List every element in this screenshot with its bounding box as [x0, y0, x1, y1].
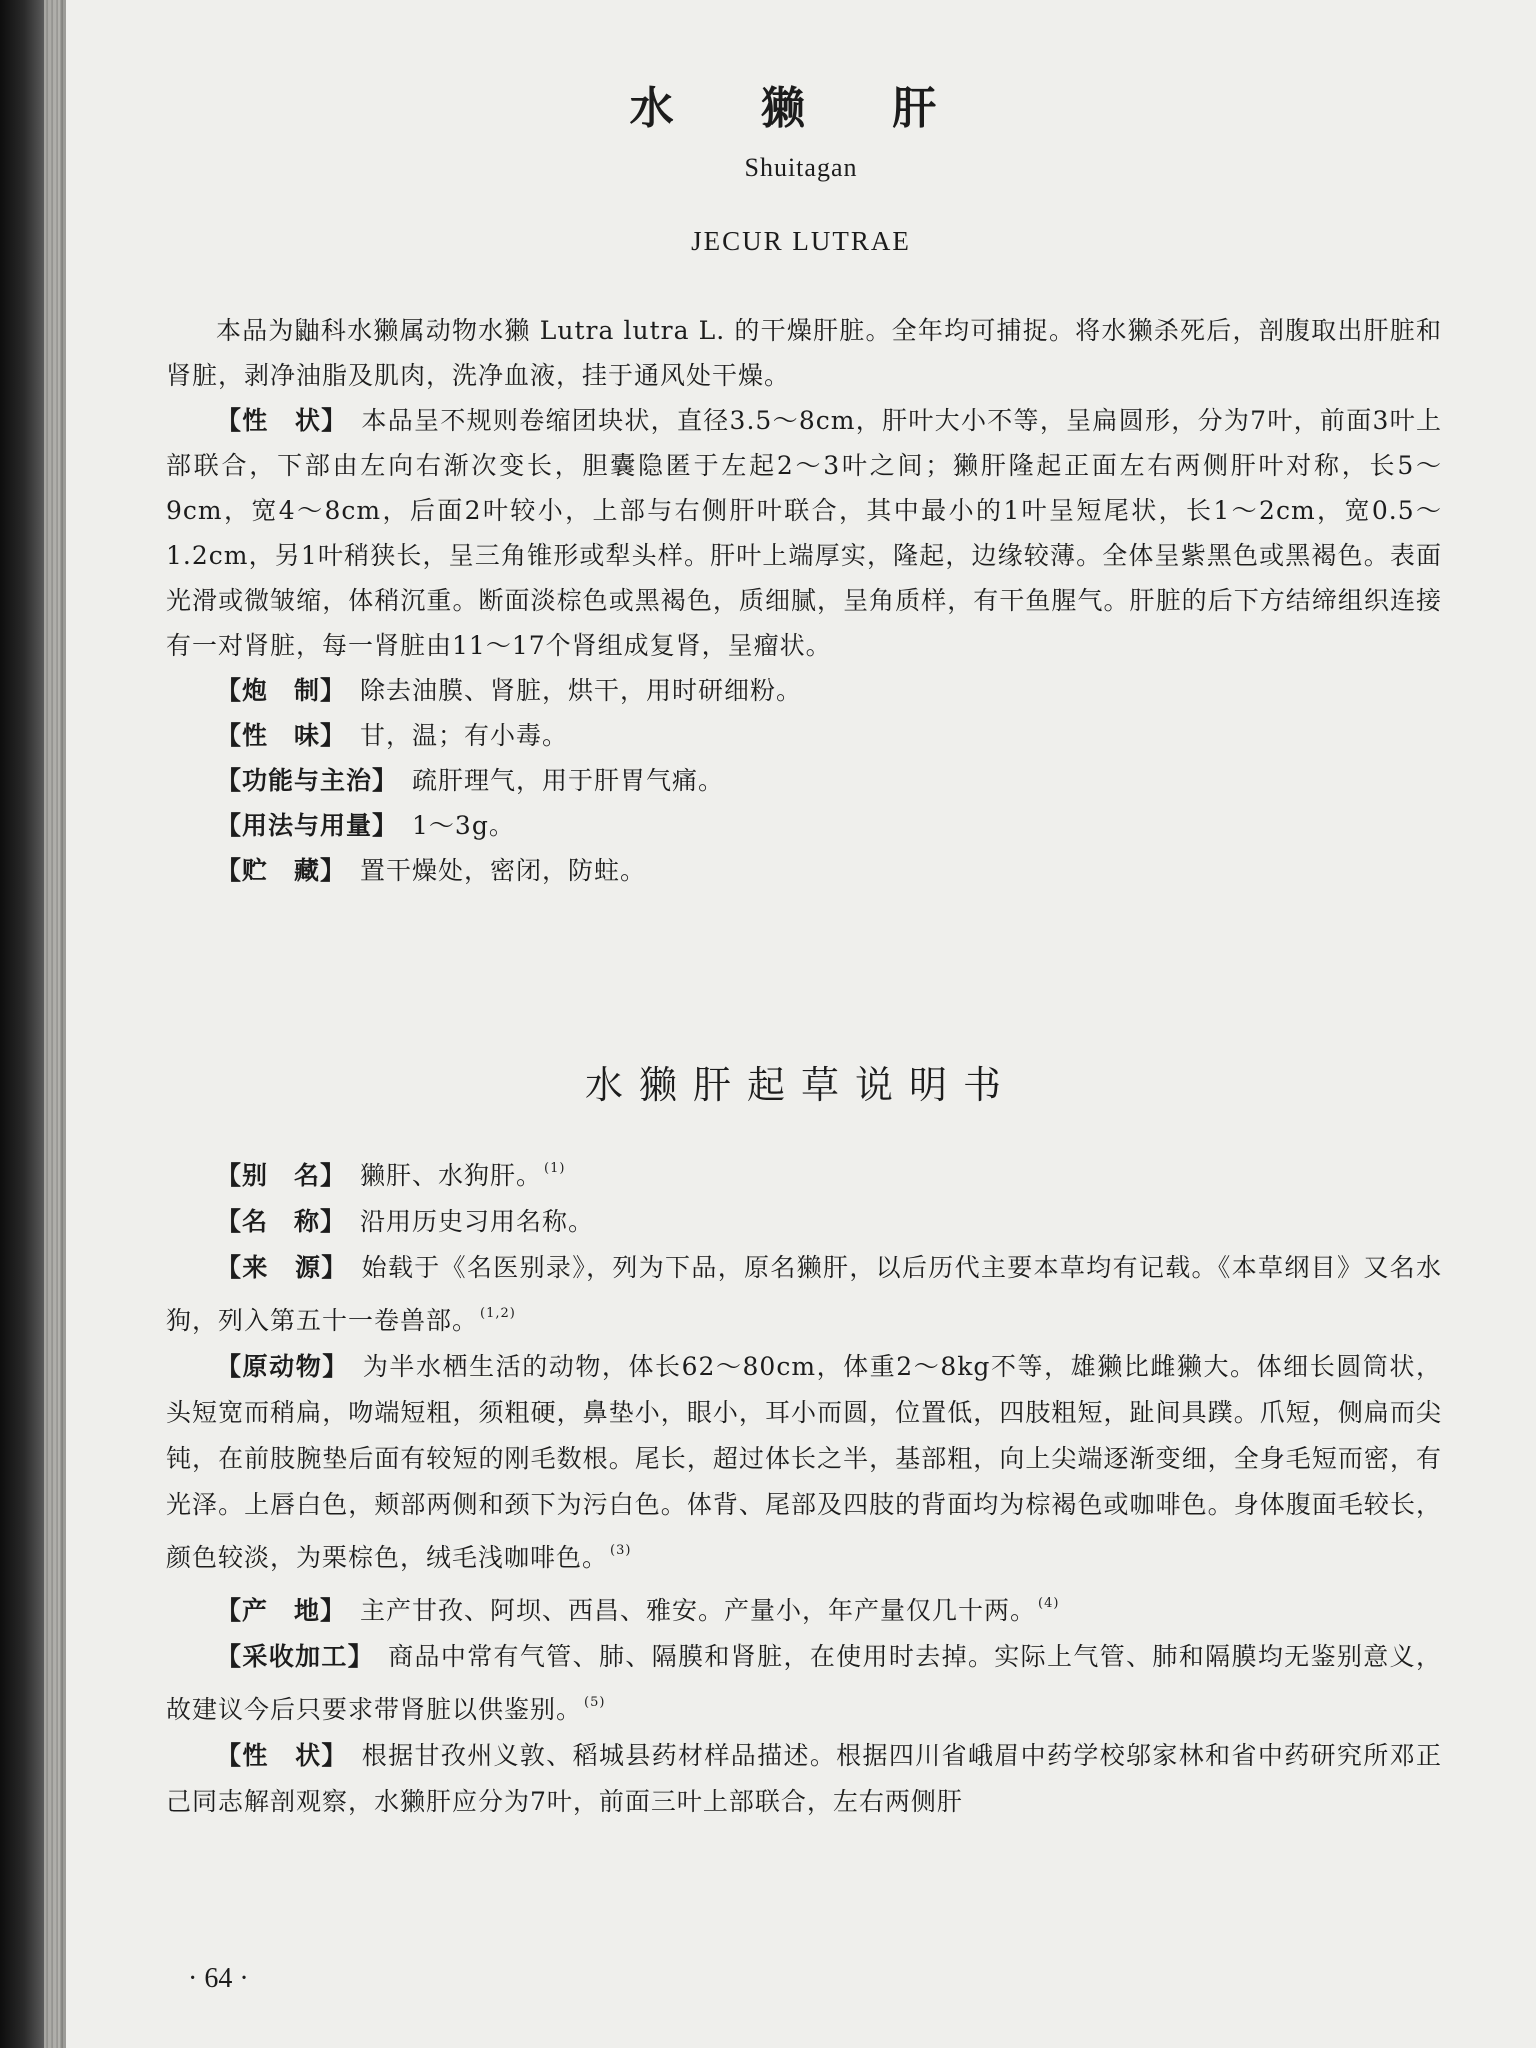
item-storage: [166, 848, 1442, 893]
latin-name: JECUR LUTRAE: [691, 226, 911, 256]
item-text: 根据甘孜州义敦、稻城县药材样品描述。根据四川省峨眉中药学校邬家林和省中药研究所邓正己同志解剖观察，水獭肝应分为7叶，前面三叶上部联合，左右两侧肝: [166, 1741, 1442, 1816]
pinyin-name: Shuitagan: [744, 153, 858, 182]
reference-mark: (1,2): [480, 1306, 516, 1321]
book-page: [66, 0, 1536, 2048]
item-processing: [166, 668, 1442, 713]
item-functions: [166, 758, 1442, 803]
item-key: 【性 状】: [216, 1741, 348, 1770]
item-dosage: [166, 803, 1442, 848]
item-property-flavor: [166, 713, 1442, 758]
reference-mark: (3): [610, 1543, 632, 1558]
item-text: 为半水栖生活的动物，体长62～80cm，体重2～8kg不等，雄獭比雌獭大。体细长圆筒状，头短宽而稍扁，吻端短粗，须粗硬，鼻垫小，眼小，耳小而圆，位置低，四肢粗短，趾间具蹼。爪短，侧扁而尖钝，在前肢腕垫后面有较短的刚毛数根。尾长，超过体长之半，基部粗，向上尖端逐渐变细，全身毛短而密，有光泽。上唇白色，颊部两侧和颈下为污白色。体背、尾部及四肢的背面均为棕褐色或咖啡色。身体腹面毛较长，颜色较淡，为栗棕色，绒毛浅咖啡色。: [166, 1352, 1442, 1572]
item-text: 始载于《名医别录》，列为下品，原名獭肝，以后历代主要本草均有记载。《本草纲目》又名水狗，列入第五十一卷兽部。: [166, 1253, 1442, 1335]
item-alias: [166, 1146, 1442, 1199]
item-text: 置干燥处，密闭，防蛀。: [360, 856, 647, 885]
item-text: 獭肝、水狗肝。: [360, 1161, 543, 1190]
item-key: 【性 状】: [216, 406, 348, 435]
monograph-body: [166, 308, 1442, 893]
item-text: 沿用历史习用名称。: [360, 1207, 595, 1236]
explanation-title: 水獭肝起草说明书: [584, 1063, 1017, 1107]
item-key: 【来 源】: [216, 1253, 348, 1282]
item-text: 1～3g。: [412, 811, 515, 840]
item-origin: [166, 1245, 1442, 1344]
item-key: 【用法与用量】: [216, 811, 399, 840]
item-key: 【炮 制】: [216, 676, 347, 705]
item-key: 【产 地】: [216, 1596, 347, 1625]
item-text: 疏肝理气，用于肝胃气痛。: [412, 766, 725, 795]
monograph-title: 水 獭 肝: [629, 83, 973, 134]
item-key: 【名 称】: [216, 1207, 347, 1236]
page-number: · 64 ·: [188, 1963, 249, 1994]
item-text: 除去油膜、肾脏，烘干，用时研细粉。: [360, 676, 803, 705]
item-key: 【功能与主治】: [216, 766, 399, 795]
explanation-body: [166, 1146, 1442, 1825]
item-text: 主产甘孜、阿坝、西昌、雅安。产量小，年产量仅几十两。: [360, 1596, 1037, 1625]
reference-mark: (5): [584, 1695, 606, 1710]
intro-paragraph: 本品为鼬科水獭属动物水獭 Lutra lutra L. 的干燥肝脏。全年均可捕捉。将水獭杀死后，剖腹取出肝脏和肾脏，剥净油脂及肌肉，洗净血液，挂于通风处干燥。: [166, 316, 1442, 390]
item-key: 【贮 藏】: [216, 856, 347, 885]
item-description: [166, 1733, 1442, 1825]
reference-mark: (1): [544, 1161, 566, 1176]
item-producing-area: [166, 1581, 1442, 1634]
reference-mark: (4): [1038, 1596, 1060, 1611]
item-collection: [166, 1634, 1442, 1733]
item-key: 【性 味】: [216, 721, 347, 750]
item-key: 【原动物】: [216, 1352, 349, 1381]
item-original-animal: [166, 1344, 1442, 1581]
item-text: 商品中常有气管、肺、隔膜和肾脏，在使用时去掉。实际上气管、肺和隔膜均无鉴别意义，故建议今后只要求带肾脏以供鉴别。: [166, 1642, 1442, 1724]
item-key: 【采收加工】: [216, 1642, 375, 1671]
item-key: 【别 名】: [216, 1161, 347, 1190]
item-text: 本品呈不规则卷缩团块状，直径3.5～8cm，肝叶大小不等，呈扁圆形，分为7叶，前面3叶上部联合，下部由左向右渐次变长，胆囊隐匿于左起2～3叶之间；獭肝隆起正面左右两侧肝叶对称，长5～9cm，宽4～8cm，后面2叶较小，上部与右侧肝叶联合，其中最小的1叶呈短尾状，长1～2cm，宽0.5～1.2cm，另1叶稍狭长，呈三角锥形或犁头样。肝叶上端厚实，隆起，边缘较薄。全体呈紫黑色或黑褐色。表面光滑或微皱缩，体稍沉重。断面淡棕色或黑褐色，质细腻，呈角质样，有干鱼腥气。肝脏的后下方结缔组织连接有一对肾脏，每一肾脏由11～17个肾组成复肾，呈瘤状。: [166, 406, 1442, 660]
item-description: [166, 398, 1442, 668]
item-text: 甘，温；有小毒。: [360, 721, 569, 750]
item-name: [166, 1199, 1442, 1245]
